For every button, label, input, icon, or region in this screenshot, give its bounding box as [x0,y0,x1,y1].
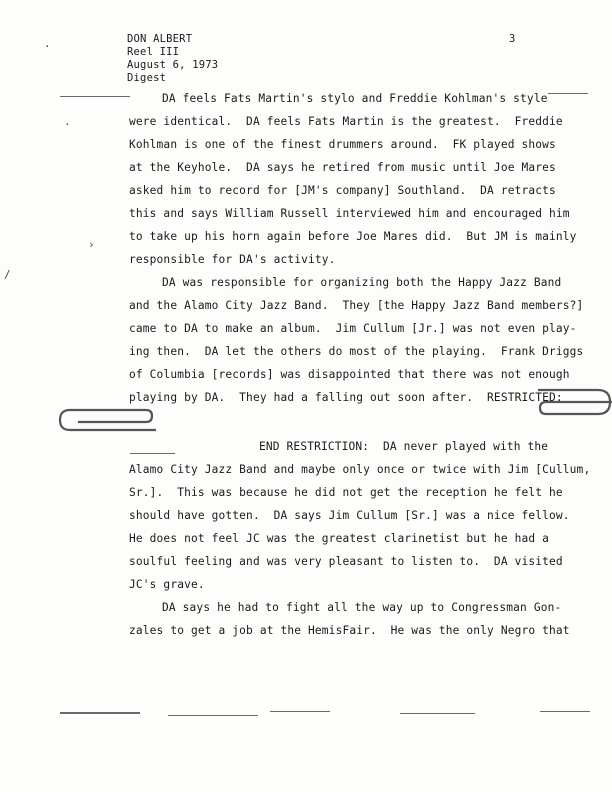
text-line: ing then. DA let the others do most of the playing. Frank Driggs [129,345,584,358]
text-line: Kohlman is one of the finest drummers around. FK played shows [129,138,556,151]
text-line: and the Alamo City Jazz Band. They [the Happy Jazz Band members?] [129,299,584,312]
margin-rule [60,96,130,97]
header-type: Digest [127,72,167,84]
text-line: this and says William Russell interviewed him and encouraged him [129,207,570,220]
header-date: August 6, 1973 [127,59,219,71]
text-line: responsible for DA's activity. [129,253,336,266]
text-line: JC's grave. [129,578,205,591]
text-line: zales to get a job at the HemisFair. He was the only Negro that [129,624,570,637]
margin-rule [168,715,258,716]
margin-mark: › [88,238,95,251]
text-line: Sr.]. This was because he did not get the reception he felt he [129,486,563,499]
margin-mark: · [64,118,71,131]
page-number: 3 [509,33,516,45]
text-line: Alamo City Jazz Band and maybe only once or twice with Jim [Cullum, [129,463,591,476]
margin-mark: / [4,268,11,281]
margin-rule [548,93,588,94]
text-line: playing by DA. They had a falling out soon after. RESTRICTED: [129,391,563,404]
text-line: should have gotten. DA says Jim Cullum [Sr.] was a nice fellow. [129,509,570,522]
margin-rule [540,711,590,712]
margin-rule [60,712,140,714]
text-line: at the Keyhole. DA says he retired from music until Joe Mares [129,161,556,174]
header-name: DON ALBERT [127,33,193,45]
text-line: came to DA to make an album. Jim Cullum [Jr.] was not even play- [129,322,577,335]
text-line: to take up his horn again before Joe Mares did. But JM is mainly [129,230,577,243]
text-line: DA feels Fats Martin's stylo and Freddie Kohlman's style [162,92,548,105]
margin-rule [270,711,330,712]
text-line: soulful feeling and was very pleasant to listen to. DA visited [129,555,563,568]
text-line: END RESTRICTION: DA never played with the [259,440,549,453]
text-line: DA says he had to fight all the way up to Congressman Gon- [162,601,562,614]
paperclip-left-icon [56,400,156,440]
text-line: were identical. DA feels Fats Martin is the greatest. Freddie [129,115,563,128]
margin-rule [400,713,475,714]
text-line: DA was responsible for organizing both the Happy Jazz Band [162,276,562,289]
text-line: asked him to record for [JM's company] Southland. DA retracts [129,184,556,197]
text-line: He does not feel JC was the greatest clarinetist but he had a [129,532,550,545]
header-reel: Reel III [127,46,180,58]
margin-rule [130,453,175,454]
text-line: of Columbia [records] was disappointed that there was not enough [129,368,570,381]
margin-mark: · [44,40,51,53]
